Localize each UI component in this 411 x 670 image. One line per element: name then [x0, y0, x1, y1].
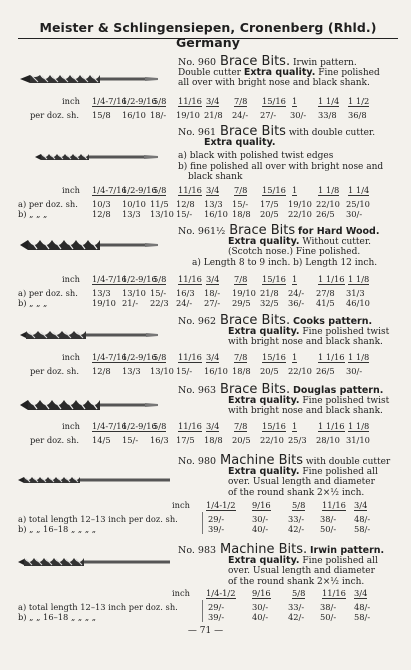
size-cell: 11/16: [178, 421, 202, 431]
section-number: No. 960: [178, 57, 217, 68]
size-cell: 5/8: [153, 421, 167, 431]
desc-line: a) Length 8 to 9 inch. b) Length 12 inch.: [192, 257, 378, 268]
price-cell: 13/10: [150, 366, 174, 376]
price-cell: 20/5: [260, 209, 279, 219]
desc-bold: for Hard Wood.: [298, 226, 380, 237]
size-cell: 1/4-7/16: [92, 352, 127, 362]
section-name: Brace Bits: [220, 124, 286, 139]
size-cell: 1: [292, 274, 298, 284]
row-label: b) „ „ „: [18, 298, 48, 308]
desc-line: Fine polished all: [299, 467, 378, 478]
price-cell: 19/10: [232, 288, 256, 298]
price-cell: 27/8: [316, 288, 335, 298]
price-cell: 10/3: [92, 199, 111, 209]
price-cell: 25/10: [346, 199, 370, 209]
brace-bit-960-illustration: [20, 72, 160, 86]
section-983-title: [178, 542, 400, 587]
price-cell: 15/8: [92, 110, 111, 120]
price-cell: 33/-: [288, 602, 305, 612]
price-cell: 21/-: [122, 298, 139, 308]
desc-line: Irwin pattern.: [292, 58, 357, 68]
price-cell: 48/-: [354, 602, 371, 612]
price-cell: 24/-: [176, 298, 193, 308]
size-cell: 1/4-1/2: [206, 500, 236, 510]
machine-bit-983-illustration: [18, 555, 173, 569]
desc-bold: Extra quality.: [228, 466, 300, 478]
price-cell: 20/5: [260, 366, 279, 376]
size-cell: 15/16: [262, 274, 286, 284]
desc-line: black shank: [188, 171, 243, 182]
size-cell: 7/8: [234, 96, 248, 106]
price-cell: 31/3: [346, 288, 365, 298]
size-cell: 1 1/16: [318, 421, 345, 431]
size-cell: 1/4-7/16: [92, 185, 127, 195]
desc-bold: Douglas pattern.: [292, 385, 384, 396]
size-cell: 1: [292, 352, 298, 362]
size-cell: 5/8: [153, 96, 167, 106]
size-cell: 7/8: [234, 274, 248, 284]
desc-line: of the round shank 2×½ inch.: [228, 487, 365, 498]
row-label: a) total length 12–13 inch per doz. sh.: [18, 514, 178, 524]
price-cell: 48/-: [354, 514, 371, 524]
section-name: Brace Bits.: [220, 313, 291, 328]
size-cell: 1/2-9/16: [122, 96, 157, 106]
brace-bit-962-illustration: [20, 328, 160, 342]
size-cell: 5/8: [153, 274, 167, 284]
price-cell: 21/8: [260, 288, 279, 298]
price-cell: 24/-: [232, 110, 249, 120]
size-cell: 1 1/16: [318, 352, 345, 362]
size-cell: 15/16: [262, 185, 286, 195]
row-label: per doz. sh.: [30, 110, 80, 120]
size-row: [172, 588, 190, 598]
size-cell: 11/16: [322, 500, 346, 510]
size-cell: 1: [292, 185, 298, 195]
desc-bold: Cooks pattern.: [292, 316, 373, 327]
price-cell: 46/10: [346, 298, 370, 308]
price-cell: 20/5: [232, 435, 251, 445]
price-cell: 26/5: [316, 209, 335, 219]
price-cell: 15/-: [176, 366, 193, 376]
price-cell: 13/10: [150, 209, 174, 219]
price-cell: 22/3: [150, 298, 169, 308]
price-cell: 10/10: [122, 199, 146, 209]
desc-line: b) fine polished all over with bright nose and: [178, 161, 384, 172]
size-cell: 1/2-9/16: [122, 352, 157, 362]
desc-bold: Extra quality.: [228, 395, 300, 407]
size-cell: 15/16: [262, 96, 286, 106]
size-cell: 1: [292, 421, 298, 431]
desc-bold: Extra quality.: [228, 555, 300, 567]
price-cell: 29/5: [232, 298, 251, 308]
row-label: a) per doz. sh.: [18, 199, 78, 209]
size-row: [172, 500, 190, 510]
price-cell: 21/8: [204, 110, 223, 120]
price-cell: 29/-: [208, 602, 225, 612]
section-name: Brace Bits.: [220, 382, 291, 397]
page-number: — 71 —: [187, 626, 224, 636]
size-cell: 1 1/4: [348, 185, 370, 195]
price-cell: 32/5: [260, 298, 279, 308]
size-row: [62, 96, 80, 106]
price-cell: 22/10: [288, 209, 312, 219]
desc-line: all over with bright nose and black shank.: [178, 78, 370, 89]
section-name: Brace Bits.: [220, 54, 291, 69]
size-cell: 5/8: [153, 352, 167, 362]
size-cell: 1: [292, 96, 298, 106]
price-cell: 16/10: [122, 110, 146, 120]
desc-line: Fine polished: [315, 68, 380, 79]
brace-bit-961-illustration: [35, 150, 160, 164]
size-cell: 1 1/2: [348, 96, 370, 106]
price-cell: 15/-: [150, 288, 167, 298]
page-header: Meister & Schlingensiepen, Cronenberg (Rhld.) Germany: [39, 20, 377, 50]
price-cell: 30/-: [346, 366, 363, 376]
size-cell: 15/16: [262, 421, 286, 431]
desc-line: (Scotch nose.) Fine polished.: [228, 247, 361, 258]
desc-line: with bright nose and black shank.: [228, 406, 383, 417]
price-cell: 24/-: [288, 288, 305, 298]
size-row: [62, 185, 80, 195]
size-cell: 3/4: [206, 185, 220, 195]
price-cell: 31/10: [346, 435, 370, 445]
price-cell: 30/-: [252, 602, 269, 612]
price-cell: 36/8: [348, 110, 367, 120]
price-cell: 13/3: [204, 199, 223, 209]
size-cell: 1 1/8: [348, 421, 370, 431]
price-cell: 27/-: [260, 110, 277, 120]
row-label: b) „ „ 16–18 „ „ „ „: [18, 612, 97, 622]
price-cell: 17/5: [176, 435, 195, 445]
price-cell: 27/-: [204, 298, 221, 308]
price-cell: 18/8: [204, 435, 223, 445]
size-cell: 1 1/8: [318, 185, 340, 195]
size-cell: 1 1/8: [348, 274, 370, 284]
price-cell: 30/-: [290, 110, 307, 120]
size-cell: 11/16: [178, 274, 202, 284]
desc-bold: Extra quality.: [243, 67, 316, 79]
price-cell: 12/8: [176, 199, 195, 209]
desc-line: Fine polished twist: [299, 396, 390, 407]
price-cell: 58/-: [354, 612, 371, 622]
price-cell: 12/8: [92, 209, 111, 219]
size-cell: 3/4: [206, 96, 220, 106]
desc-line: Fine polished twist: [299, 327, 390, 338]
price-cell: 42/-: [288, 524, 305, 534]
size-cell: 9/16: [252, 500, 271, 510]
price-cell: 16/10: [204, 366, 228, 376]
section-name: Brace Bits: [229, 223, 296, 238]
size-cell: 1 1/16: [318, 274, 345, 284]
price-cell: 39/-: [208, 524, 225, 534]
price-cell: 13/3: [122, 209, 141, 219]
price-cell: 40/-: [252, 524, 269, 534]
desc-line: with bright nose and black shank.: [228, 337, 383, 348]
price-cell: 22/10: [260, 435, 284, 445]
size-cell: 3/4: [206, 274, 220, 284]
price-cell: 36/-: [288, 298, 305, 308]
size-cell: 5/8: [292, 588, 306, 598]
price-cell: 13/3: [122, 366, 141, 376]
section-number: No. 961½: [178, 226, 226, 237]
desc-line: over. Usual length and diameter: [228, 566, 375, 577]
size-cell: 1/2-9/16: [122, 185, 157, 195]
price-cell: 17/5: [260, 199, 279, 209]
price-cell: 50/-: [320, 612, 337, 622]
section-961-title: [178, 124, 400, 182]
section-number: No. 962: [178, 316, 217, 327]
price-cell: 33/8: [318, 110, 337, 120]
brace-bit-963-illustration: [20, 398, 160, 412]
size-cell: 3/4: [354, 500, 368, 510]
price-cell: 15/-: [176, 209, 193, 219]
price-cell: 16/10: [204, 209, 228, 219]
size-row: [62, 274, 80, 284]
desc-bold: Irwin pattern.: [310, 545, 385, 556]
inch-label: inch: [172, 588, 190, 598]
price-cell: 15/-: [232, 199, 249, 209]
section-name: Machine Bits: [220, 453, 303, 468]
size-cell: 11/16: [178, 352, 202, 362]
row-label: b) „ „ „: [18, 209, 48, 219]
price-cell: 26/5: [316, 366, 335, 376]
desc-line: with double cutter.: [288, 128, 376, 138]
desc-line: Double cutter: [178, 68, 244, 79]
size-cell: 11/16: [178, 96, 202, 106]
price-cell: 33/-: [288, 514, 305, 524]
inch-label: inch: [62, 185, 80, 195]
size-cell: 3/4: [206, 352, 220, 362]
row-label: b) „ „ 16–18 „ „ „ „: [18, 524, 97, 534]
desc-line: a) black with polished twist edges: [178, 151, 334, 162]
size-cell: 5/8: [292, 500, 306, 510]
price-cell: 40/-: [252, 612, 269, 622]
size-cell: 7/8: [234, 185, 248, 195]
section-number: No. 980: [178, 456, 217, 467]
price-cell: 39/-: [208, 612, 225, 622]
price-cell: 11/5: [150, 199, 169, 209]
desc-bold: Extra quality.: [204, 137, 276, 149]
section-number: No. 983: [178, 545, 217, 556]
price-cell: 22/10: [288, 366, 312, 376]
section-name: Machine Bits.: [220, 542, 308, 557]
desc-line: with double cutter: [305, 457, 391, 467]
price-cell: 50/-: [320, 524, 337, 534]
price-cell: 19/10: [288, 199, 312, 209]
price-cell: 30/-: [252, 514, 269, 524]
row-label: a) per doz. sh.: [18, 288, 78, 298]
price-cell: 14/5: [92, 435, 111, 445]
header-rule: [18, 38, 398, 39]
inch-label: inch: [62, 421, 80, 431]
price-cell: 13/10: [122, 288, 146, 298]
section-980-title: [178, 453, 400, 498]
price-cell: 28/10: [316, 435, 340, 445]
price-cell: 25/3: [288, 435, 307, 445]
desc-line: of the round shank 2×½ inch.: [228, 576, 365, 587]
row-label: per doz. sh.: [30, 435, 80, 445]
price-cell: 12/8: [92, 366, 111, 376]
column-divider: [202, 610, 203, 622]
size-cell: 1 1/4: [318, 96, 340, 106]
price-cell: 16/3: [176, 288, 195, 298]
desc-line: Without cutter.: [299, 237, 372, 248]
size-row: [62, 352, 80, 362]
price-cell: 19/10: [92, 298, 116, 308]
price-cell: 15/-: [122, 435, 139, 445]
price-cell: 38/-: [320, 514, 337, 524]
price-cell: 38/-: [320, 602, 337, 612]
section-962-title: [178, 313, 400, 348]
price-cell: 13/3: [92, 288, 111, 298]
brace-bit-961-half-illustration: [20, 238, 160, 252]
inch-label: inch: [62, 274, 80, 284]
size-cell: 5/8: [153, 185, 167, 195]
section-963-title: [178, 382, 400, 417]
row-label: per doz. sh.: [30, 366, 80, 376]
inch-label: inch: [62, 352, 80, 362]
price-cell: 30/-: [346, 209, 363, 219]
size-cell: 1/4-1/2: [206, 588, 236, 598]
size-cell: 1/2-9/16: [122, 274, 157, 284]
price-cell: 18/-: [150, 110, 167, 120]
size-cell: 1/4-7/16: [92, 421, 127, 431]
price-cell: 19/10: [176, 110, 200, 120]
desc-bold: Extra quality.: [228, 326, 300, 338]
size-cell: 9/16: [252, 588, 271, 598]
price-cell: 16/3: [150, 435, 169, 445]
size-cell: 11/16: [322, 588, 346, 598]
column-divider: [202, 522, 203, 534]
section-960-title: [178, 54, 400, 89]
size-cell: 15/16: [262, 352, 286, 362]
price-cell: 29/-: [208, 514, 225, 524]
desc-line: Fine polished all: [299, 556, 378, 567]
size-cell: 1 1/8: [348, 352, 370, 362]
size-cell: 7/8: [234, 352, 248, 362]
size-cell: 1/2-9/16: [122, 421, 157, 431]
size-cell: 7/8: [234, 421, 248, 431]
machine-bit-980-illustration: [18, 473, 173, 487]
size-cell: 1/4-7/16: [92, 274, 127, 284]
price-cell: 58/-: [354, 524, 371, 534]
desc-line: over. Usual length and diameter: [228, 477, 375, 488]
size-cell: 11/16: [178, 185, 202, 195]
size-cell: 1/4-7/16: [92, 96, 127, 106]
price-cell: 18/8: [232, 366, 251, 376]
size-row: [62, 421, 80, 431]
price-cell: 22/10: [316, 199, 340, 209]
price-cell: 18/-: [204, 288, 221, 298]
section-number: No. 961: [178, 127, 217, 138]
inch-label: inch: [62, 96, 80, 106]
price-cell: 42/-: [288, 612, 305, 622]
price-cell: 18/8: [232, 209, 251, 219]
desc-bold: Extra quality.: [228, 236, 300, 248]
row-label: a) total length 12–13 inch per doz. sh.: [18, 602, 178, 612]
section-number: No. 963: [178, 385, 217, 396]
size-cell: 3/4: [206, 421, 220, 431]
section-961-half-title: [178, 223, 400, 268]
inch-label: inch: [172, 500, 190, 510]
size-cell: 3/4: [354, 588, 368, 598]
price-cell: 41/5: [316, 298, 335, 308]
